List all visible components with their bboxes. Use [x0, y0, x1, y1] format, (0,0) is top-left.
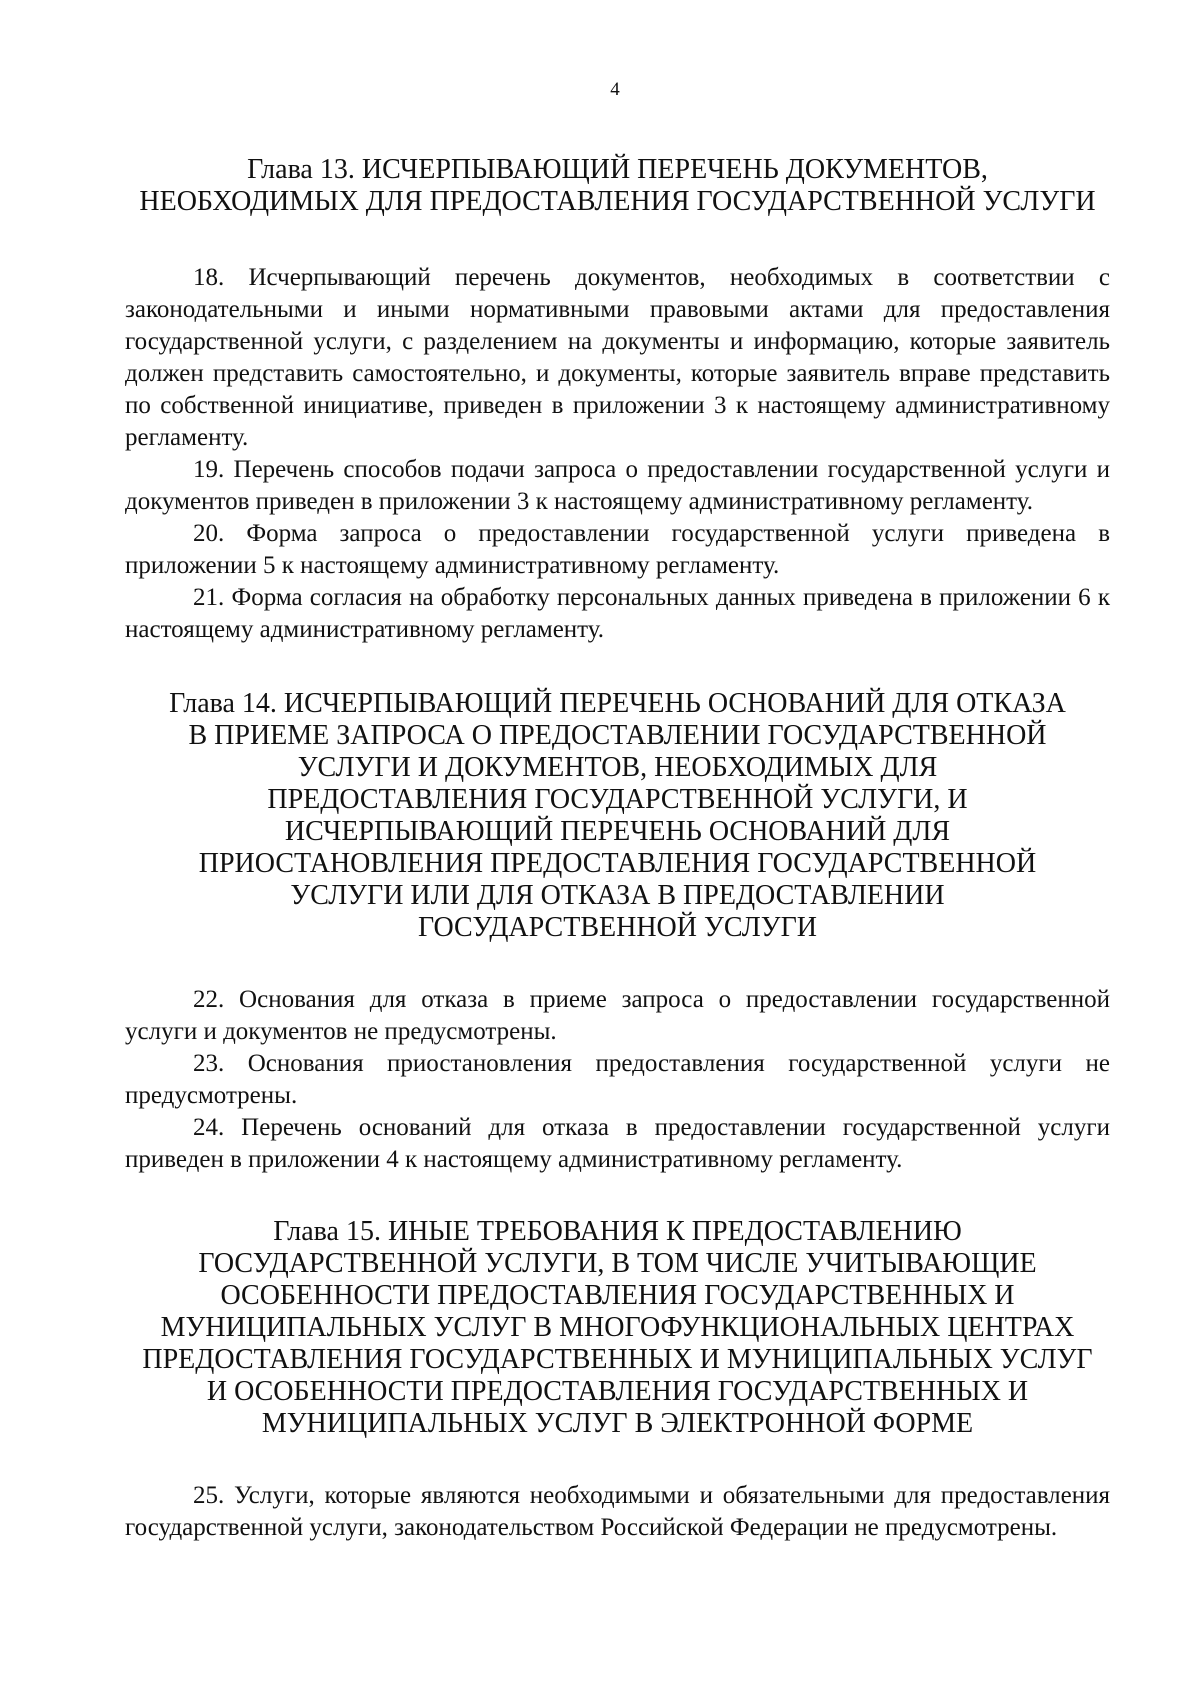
- chapter-title-line: Глава 13. ИСЧЕРПЫВАЮЩИЙ ПЕРЕЧЕНЬ ДОКУМЕНТОВ,: [247, 154, 988, 185]
- page-number: 4: [610, 79, 620, 100]
- chapter-title-line: Глава 14. ИСЧЕРПЫВАЮЩИЙ ПЕРЕЧЕНЬ ОСНОВАНИЙ ДЛЯ ОТКАЗА: [169, 688, 1066, 719]
- chapter-title-line: ПРЕДОСТАВЛЕНИЯ ГОСУДАРСТВЕННОЙ УСЛУГИ, И: [267, 784, 968, 815]
- chapter-title-line: ОСОБЕННОСТИ ПРЕДОСТАВЛЕНИЯ ГОСУДАРСТВЕННЫХ И: [220, 1280, 1015, 1311]
- paragraph-21: 21. Форма согласия на обработку персональных данных приведена в приложении 6 к настоящему административному регламенту.: [125, 584, 1110, 643]
- paragraph-19: 19. Перечень способов подачи запроса о предоставлении государственной услуги и документов приведен в приложении 3 к настоящему административному регламенту.: [125, 456, 1110, 515]
- paragraph-24: 24. Перечень оснований для отказа в предоставлении государственной услуги приведен в приложении 4 к настоящему административному регламенту.: [125, 1114, 1110, 1173]
- chapter-title-line: УСЛУГИ ИЛИ ДЛЯ ОТКАЗА В ПРЕДОСТАВЛЕНИИ: [290, 880, 945, 911]
- chapter-title-line: УСЛУГИ И ДОКУМЕНТОВ, НЕОБХОДИМЫХ ДЛЯ: [297, 752, 938, 783]
- chapter-title-line: Глава 15. ИНЫЕ ТРЕБОВАНИЯ К ПРЕДОСТАВЛЕНИЮ: [273, 1216, 962, 1247]
- chapter-title-line: В ПРИЕМЕ ЗАПРОСА О ПРЕДОСТАВЛЕНИИ ГОСУДАРСТВЕННОЙ: [188, 720, 1047, 751]
- chapter-14-title: [125, 688, 1110, 944]
- chapter-title-line: ПРЕДОСТАВЛЕНИЯ ГОСУДАРСТВЕННЫХ И МУНИЦИПАЛЬНЫХ УСЛУГ: [142, 1344, 1093, 1375]
- paragraph-18: 18. Исчерпывающий перечень документов, необходимых в соответствии с законодательными и иными нормативными правовыми актами для предоставления государственной услуги, с разделением на документы и информацию, которые заявитель должен представить самостоятельно, и документы, которые заявитель вправе представить по собственной инициативе, приведен в приложении 3 к настоящему административному регламенту.: [125, 264, 1110, 451]
- chapter-title-line: НЕОБХОДИМЫХ ДЛЯ ПРЕДОСТАВЛЕНИЯ ГОСУДАРСТВЕННОЙ УСЛУГИ: [139, 186, 1096, 217]
- chapter-title-line: И ОСОБЕННОСТИ ПРЕДОСТАВЛЕНИЯ ГОСУДАРСТВЕННЫХ И: [206, 1376, 1029, 1407]
- paragraph-20: 20. Форма запроса о предоставлении государственной услуги приведена в приложении 5 к настоящему административному регламенту.: [125, 520, 1110, 579]
- document-body: [125, 154, 1110, 1544]
- chapter-title-line: ИСЧЕРПЫВАЮЩИЙ ПЕРЕЧЕНЬ ОСНОВАНИЙ ДЛЯ: [284, 816, 951, 847]
- chapter-13-title: [125, 154, 1110, 218]
- chapter-title-line: ГОСУДАРСТВЕННОЙ УСЛУГИ, В ТОМ ЧИСЛЕ УЧИТЫВАЮЩИЕ: [198, 1248, 1037, 1279]
- paragraph-25: 25. Услуги, которые являются необходимыми и обязательными для предоставления государственной услуги, законодательством Российской Федерации не предусмотрены.: [125, 1482, 1110, 1541]
- chapter-title-line: ПРИОСТАНОВЛЕНИЯ ПРЕДОСТАВЛЕНИЯ ГОСУДАРСТВЕННОЙ: [198, 848, 1037, 879]
- chapter-15-title: [125, 1216, 1110, 1440]
- chapter-title-line: ГОСУДАРСТВЕННОЙ УСЛУГИ: [417, 912, 818, 943]
- paragraph-23: 23. Основания приостановления предоставления государственной услуги не предусмотрены.: [125, 1050, 1110, 1109]
- chapter-title-line: МУНИЦИПАЛЬНЫХ УСЛУГ В ЭЛЕКТРОННОЙ ФОРМЕ: [261, 1408, 974, 1439]
- chapter-title-line: МУНИЦИПАЛЬНЫХ УСЛУГ В МНОГОФУНКЦИОНАЛЬНЫХ ЦЕНТРАХ: [160, 1312, 1075, 1343]
- paragraph-22: 22. Основания для отказа в приеме запроса о предоставлении государственной услуги и документов не предусмотрены.: [125, 986, 1110, 1045]
